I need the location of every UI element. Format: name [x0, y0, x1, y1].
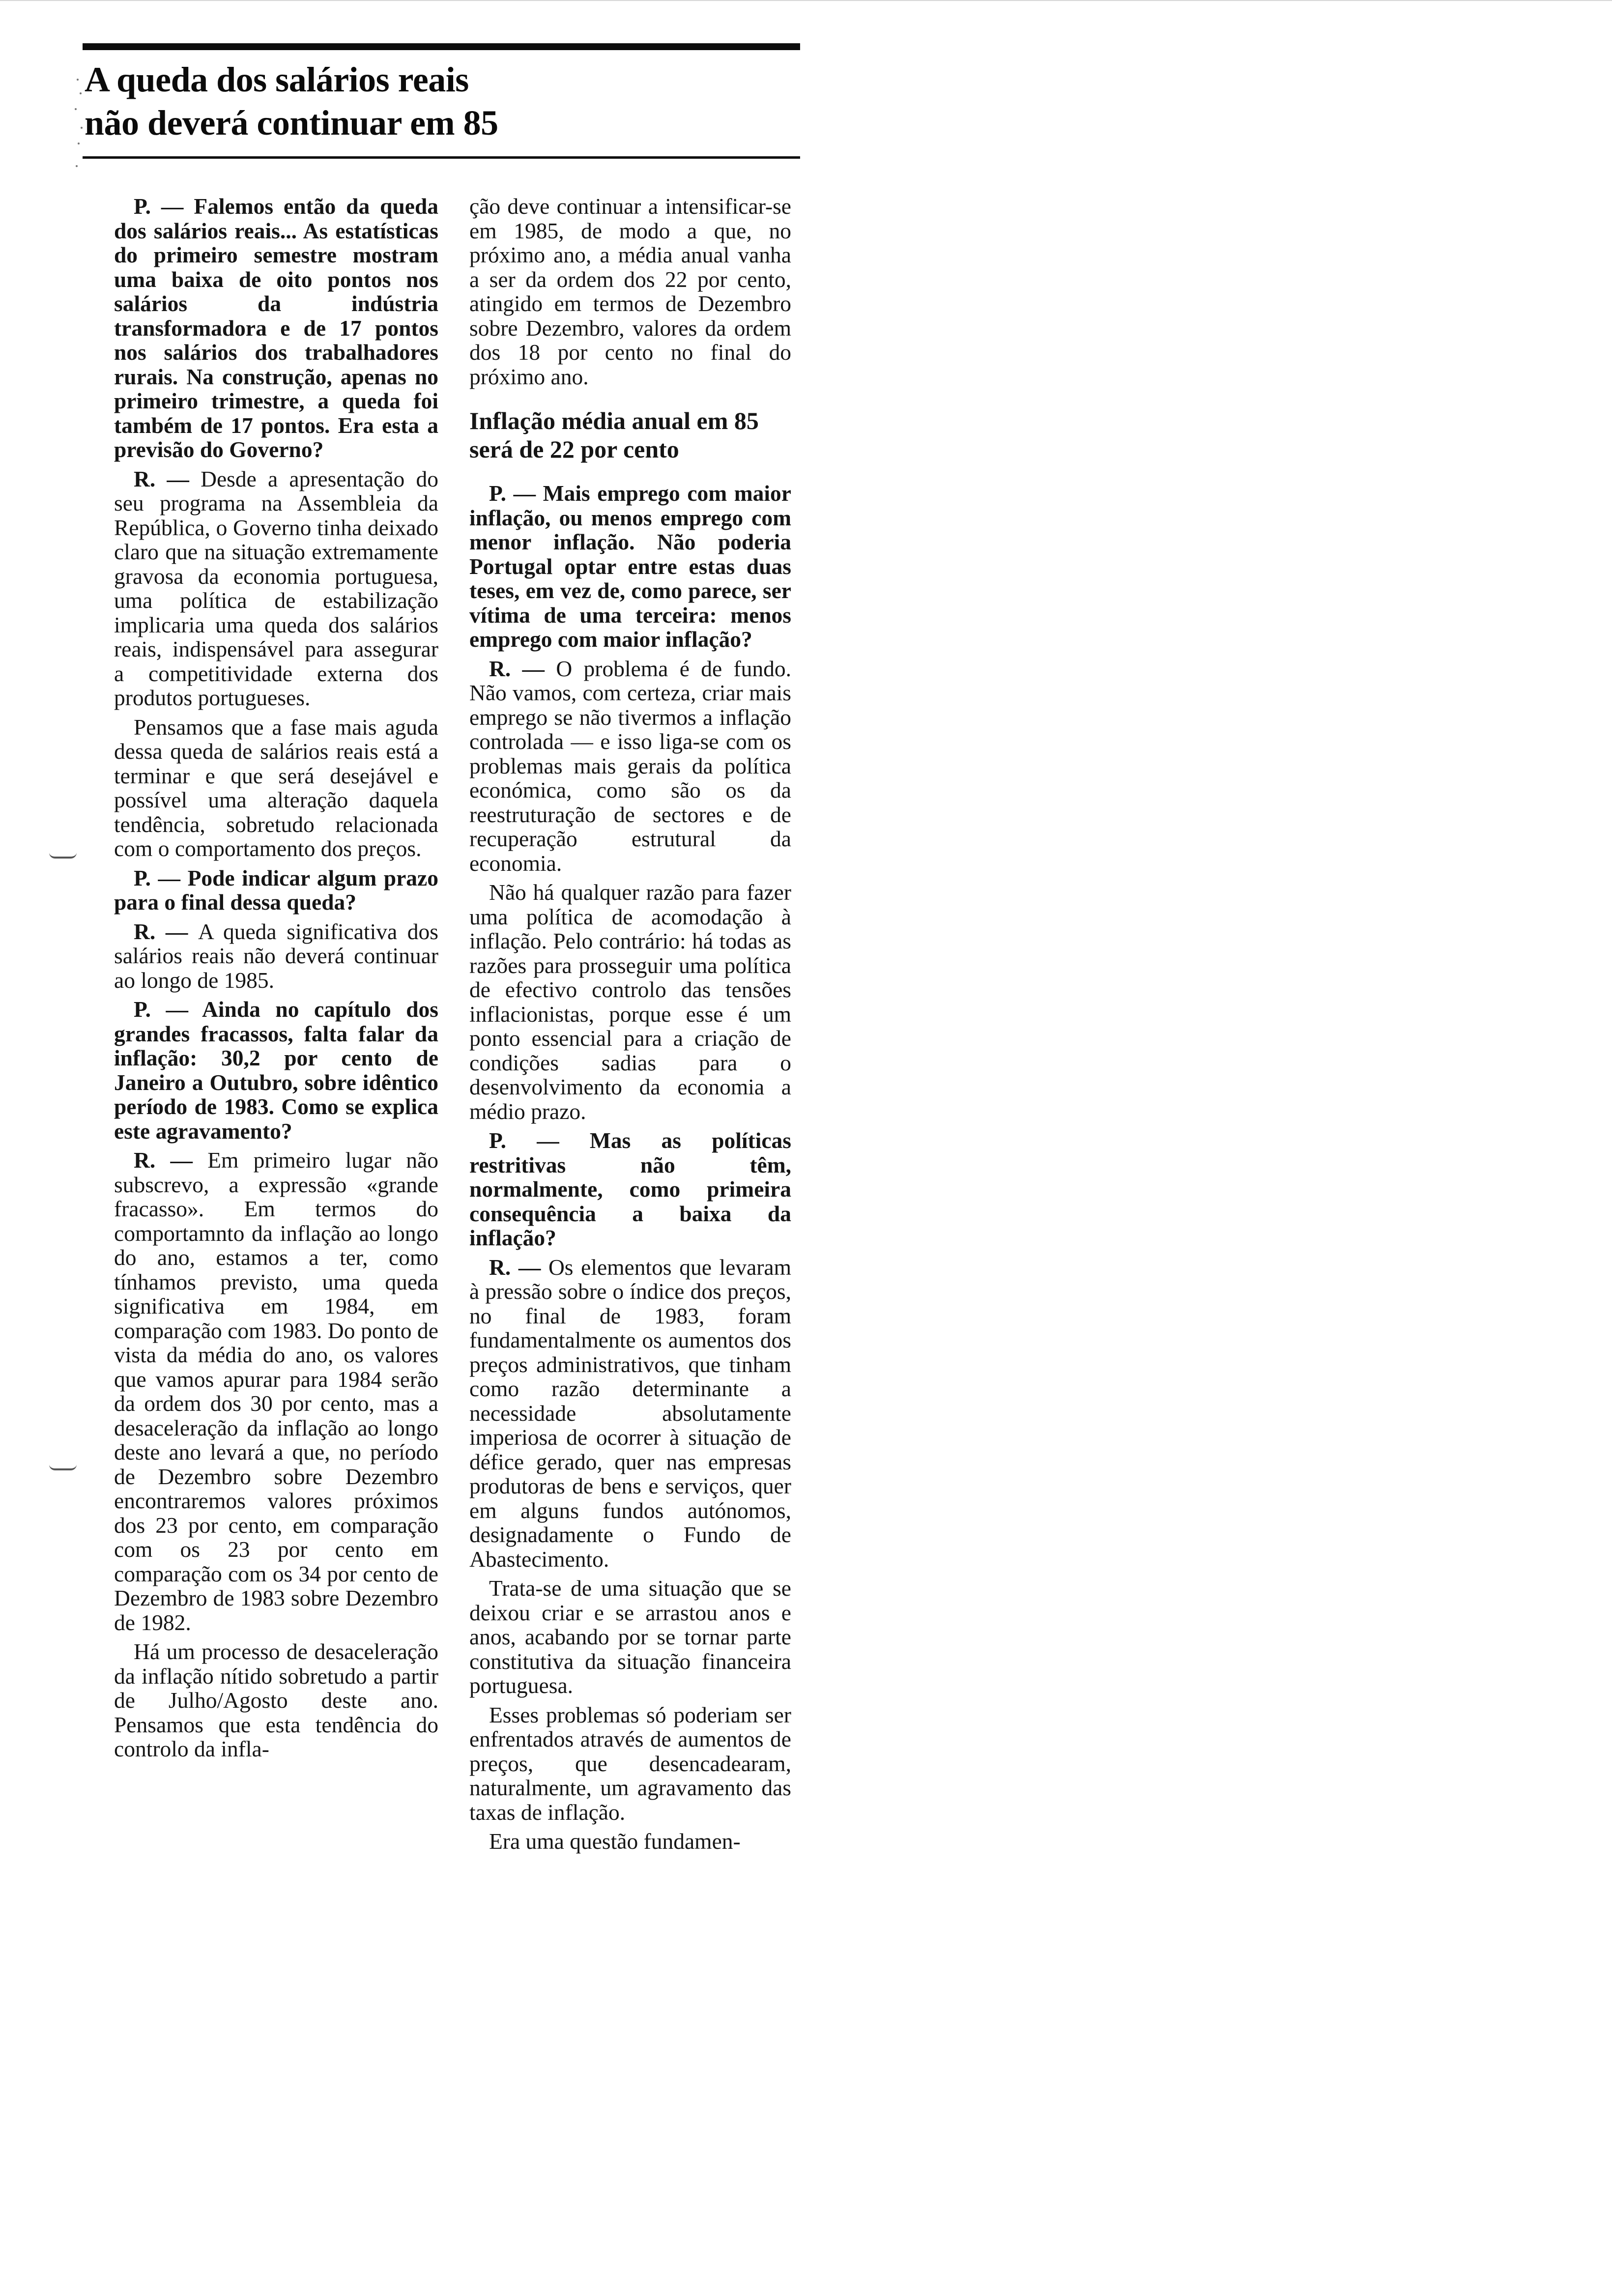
scan-specks — [74, 69, 84, 187]
question-text: Mais emprego com maior inflação, ou menos emprego com menor inflação. Não poderia Portugal optar entre estas duas teses, em vez de, como parece, ser vítima de uma terceira: menos emprego com maior inflação? — [469, 481, 791, 652]
body-paragraph — [469, 1703, 791, 1825]
article-headline — [85, 58, 625, 144]
answer-paragraph — [114, 467, 438, 710]
question-text: Ainda no capítulo dos grandes fracassos, falta falar da inflação: 30,2 por cento de Janeiro a Outubro, sobre idêntico período de 1983. Como se explica este agravamento? — [114, 997, 439, 1144]
answer-text: A queda significativa dos salários reais não deverá continuar ao longo de 1985. — [114, 918, 438, 993]
margin-scan-mark — [49, 853, 77, 859]
body-text: Era uma questão fundamen- — [489, 1829, 741, 1854]
body-text: Não há qualquer razão para fazer uma política de acomodação à inflação. Pelo contrário: há todas as razões para prosseguir uma política de efectivo controlo das tensões inflacionistas, porque esse é um ponto essencial para a criação de condições sadias para o desenvolvimento da economia a médio prazo. — [469, 880, 791, 1124]
answer-tag: R. — — [134, 918, 198, 944]
question-paragraph — [114, 194, 438, 462]
answer-text: Os elementos que levaram à pressão sobre o índice dos preços, no final de 1983, foram fundamentalmente os aumentos dos preços administrativos, que tinham como razão determinante a necessidade absolutamente imperiosa de ocorrer à situação de défice gerado, quer nas empresas produtoras de bens e serviços, quer em alguns fundos autónomos, designadamente o Fundo de Abastecimento. — [469, 1254, 792, 1572]
question-paragraph — [469, 1128, 791, 1250]
answer-paragraph — [469, 657, 791, 876]
body-paragraph — [114, 715, 438, 861]
section-subheading: Inflação média anual em 85 será de 22 por cento — [469, 407, 759, 463]
headline-line-2: não deverá continuar em 85 — [85, 103, 498, 143]
question-paragraph — [114, 997, 438, 1143]
answer-paragraph — [114, 919, 438, 993]
headline-bottom-rule — [83, 156, 800, 159]
answer-tag: R. — — [489, 656, 556, 681]
continued-paragraph — [469, 194, 791, 389]
answer-paragraph — [469, 1255, 791, 1572]
answer-tag: R. — — [489, 1254, 548, 1280]
answer-text: O problema é de fundo. Não vamos, com certeza, criar mais emprego se não tivermos a inflação controlada — e isso liga-se com os problemas mais gerais da política económica, como são os da reestruturação de sectores e de recuperação estrutural da economia. — [469, 656, 791, 876]
question-tag: P. — — [134, 194, 194, 219]
answer-tag: R. — — [134, 466, 201, 491]
question-text: Falemos então da queda dos salários reais... As estatísticas do primeiro semestre mostram uma baixa de oito pontos nos salários da indústria transformadora e de 17 pontos nos salários dos trabalhadores rurais. Na construção, apenas no primeiro trimestre, a queda foi também de 17 pontos. Era esta a previsão do Governo? — [114, 194, 438, 462]
question-text: Pode indicar algum prazo para o final dessa queda? — [114, 865, 438, 915]
question-paragraph — [114, 866, 438, 915]
question-tag: P. — — [134, 997, 202, 1022]
question-tag: P. — — [134, 865, 188, 890]
body-text: Trata-se de uma situação que se deixou criar e se arrastou anos e anos, acabando por se tornar parte constitutiva da situação financeira portuguesa. — [469, 1576, 791, 1698]
body-text: Há um processo de desaceleração da inflação nítido sobretudo a partir de Julho/Agosto deste ano. Pensamos que esta tendência do controlo da infla- — [114, 1639, 438, 1761]
body-paragraph — [114, 1639, 438, 1761]
headline-line-1: A queda dos salários reais — [85, 60, 469, 99]
right-column — [469, 194, 791, 1859]
body-paragraph — [469, 1829, 791, 1854]
answer-paragraph — [114, 1148, 438, 1635]
question-tag: P. — — [489, 1128, 590, 1153]
body-paragraph — [469, 1576, 791, 1698]
question-paragraph — [469, 481, 791, 652]
answer-text: Desde a apresentação do seu programa na Assembleia da República, o Governo tinha deixado claro que na situação extremamente gravosa da economia portuguesa, uma política de estabilização implicaria uma queda dos salários reais, indispensável para assegurar a competitividade externa dos produtos portugueses. — [114, 466, 438, 710]
answer-tag: R. — — [134, 1148, 208, 1173]
headline-top-rule — [83, 43, 800, 50]
question-text: Mas as políticas restritivas não têm, normalmente, como primeira consequência a baixa da inflação? — [469, 1128, 791, 1250]
body-text: Esses problemas só poderiam ser enfrentados através de aumentos de preços, que desencadearam, naturalmente, um agravamento das taxas de inflação. — [469, 1702, 791, 1825]
body-text: ção deve continuar a intensificar-se em 1985, de modo a que, no próximo ano, a média anual vanha a ser da ordem dos 22 por cento, atingido em termos de Dezembro sobre Dezembro, valores da ordem dos 18 por cento no final do próximo ano. — [469, 194, 791, 389]
margin-scan-mark — [49, 1464, 77, 1470]
body-text: Pensamos que a fase mais aguda dessa queda de salários reais está a terminar e que será desejável e possível uma alteração daquela tendência, sobretudo relacionada com o comportamento dos preços. — [114, 714, 438, 861]
answer-text: Em primeiro lugar não subscrevo, a expressão «grande fracasso». Em termos do comportamnto da inflação ao longo do ano, estamos a ter, como tínhamos previsto, uma queda significativa em 1984, em comparação com 1983. Do ponto de vista da média do ano, os valores que vamos apurar para 1984 serão da ordem dos 30 por cento, mas a desaceleração da inflação ao longo deste ano levará a que, no período de Dezembro sobre Dezembro encontraremos valores próximos dos 23 por cento, em comparação com os 23 por cento em comparação com os 34 por cento de Dezembro de 1983 sobre Dezembro de 1982. — [114, 1148, 439, 1635]
body-paragraph — [469, 880, 791, 1123]
question-tag: P. — — [489, 481, 543, 506]
scan-edge — [0, 0, 1612, 1]
left-column — [114, 194, 438, 1766]
